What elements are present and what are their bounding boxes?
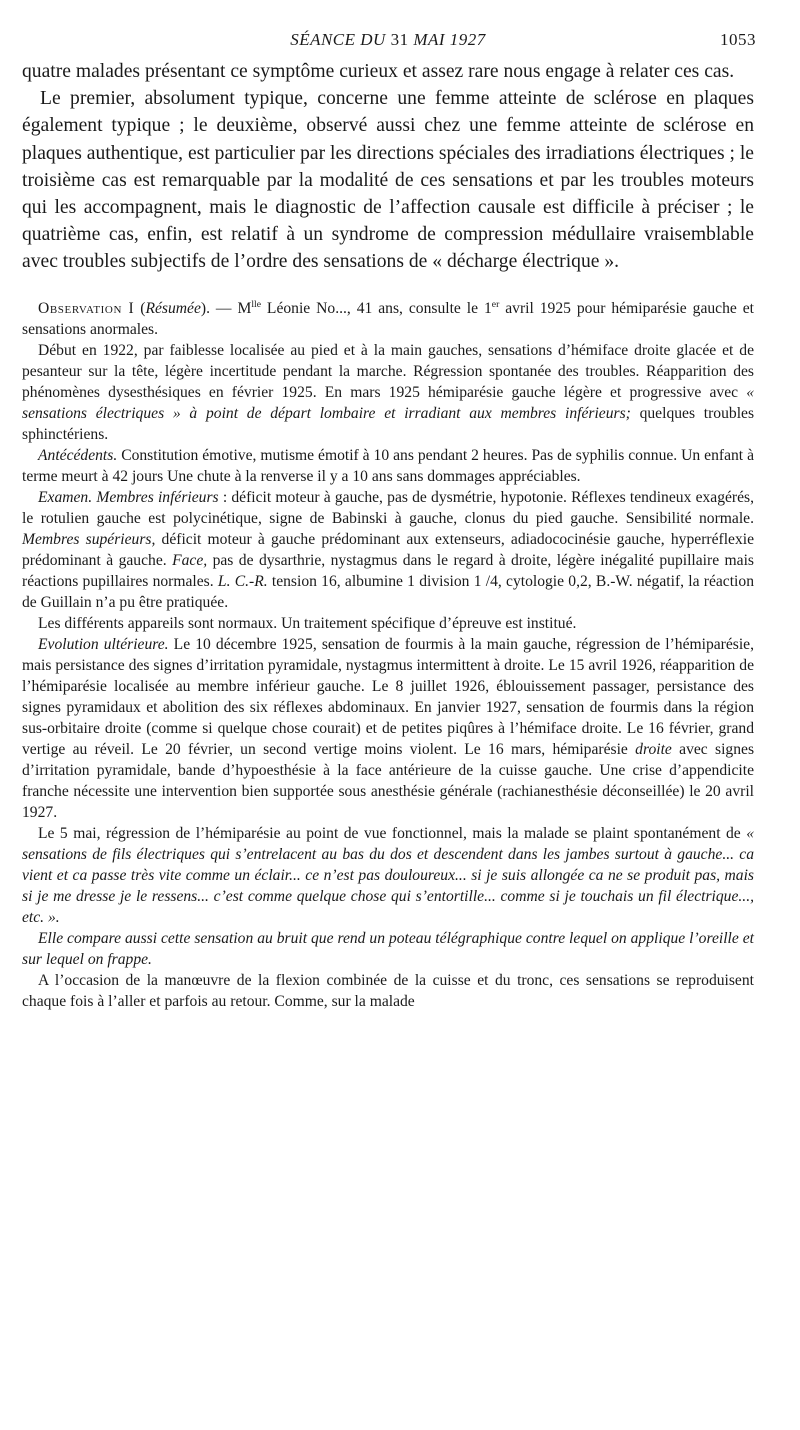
paragraph-examen	[22, 487, 754, 613]
observation-heading-text: Léonie No..., 41 ans, consulte le 1	[260, 299, 492, 317]
evolution-label: Evolution ultérieure.	[38, 635, 169, 653]
debut-text: Début en 1922, par faiblesse localisée au pied et à la main gauches, sensations d’hémiface droite glacée et de pesanteur sur la tête, légère incertitude pendant la marche. Régression spontanée des troubles. Réapparition des phénomènes dysesthésiques en février 1925. En mars 1925 hémiparésie gauche légère et progressive avec	[22, 341, 754, 401]
body-text	[22, 58, 754, 276]
antecedents-text: Constitution émotive, mutisme émotif à 10 ans pendant 2 heures. Pas de syphilis connue. Un enfant à terme meurt à 42 jours Une chute à la renverse il y a 10 ans sans dommages appréciables.	[22, 446, 754, 485]
running-title-day: 31	[390, 30, 409, 49]
antecedents-label: Antécédents.	[38, 446, 118, 464]
paragraph-antecedents	[22, 445, 754, 487]
page-number: 1053	[720, 30, 756, 49]
running-title-part: SÉANCE DU	[290, 30, 391, 49]
paragraph-appareils: Les différents appareils sont normaux. Un traitement spécifique d’épreuve est institué.	[38, 614, 577, 632]
examen-text: pas de dysarthrie, nystagmus dans le regard à droite, légère inégalité pupillaire mais réactions pupillaires normales.	[22, 551, 754, 590]
paragraph-evolution	[22, 634, 754, 823]
paragraph-occasion: A l’occasion de la manœuvre de la flexion combinée de la cuisse et du tronc, ces sensations se reproduisent chaque fois à l’aller et parfois au retour. Comme, sur la malade	[22, 971, 754, 1010]
observation-heading-sup: er	[491, 298, 500, 310]
paragraph-debut	[22, 340, 754, 445]
observation-heading-text: ). — M	[200, 299, 252, 317]
paragraph-mai	[22, 823, 754, 928]
mai-italic: « sensations de fils électriques qui s’entrelacent au bas du dos et descendent dans les jambes surtout à gauche... ca vient et ca passe très vite comme un éclair... ce n’est pas douloureux... si je suis allongée ca ne se produit pas, mais si je me dresse je le ressens... c’est comme quelque chose qui s’entortille... comme si je touchais un fil électrique..., etc. ».	[22, 824, 754, 926]
running-head	[22, 30, 754, 58]
mai-text: Le 5 mai, régression de l’hémiparésie au point de vue fonctionnel, mais la malade se plaint spontanément de	[38, 824, 747, 842]
observation-heading: Observation I (Résumée). — $M^{lle}$ Léonie No..., 41 ans, consulte le 1er avril 1925 pour hémiparésie gauche et sensations anormales.	[22, 298, 754, 338]
evolution-text: avec signes d’irritation pyramidale, bande d’hypoesthésie à la face antérieure de la cuisse gauche. Une crise d’appendicite franche nécessite une intervention bien supportée sous anesthésie générale (rachianesthésie déconseillée) le 20 avril 1927.	[22, 740, 755, 821]
observation-label: Observation I	[38, 299, 135, 317]
paragraph-elle: Elle compare aussi cette sensation au bruit que rend un poteau télégraphique contre lequel on applique l’oreille et sur lequel on frappe.	[22, 929, 754, 968]
evolution-italic: droite	[635, 740, 672, 758]
observation-section	[22, 298, 754, 1012]
running-title-part: MAI 1927	[408, 30, 486, 49]
paragraph-intro-1: quatre malades présentant ce symptôme curieux et assez rare nous engage à relater ces cas.	[22, 61, 735, 82]
examen-italic: Face,	[172, 551, 208, 569]
debut-italic: « sensations électriques » à point de départ lombaire et irradiant aux membres inférieurs;	[22, 383, 754, 422]
observation-resumee: Résumée	[145, 299, 201, 317]
examen-label: Examen. Membres inférieurs	[38, 488, 219, 506]
examen-text: déficit moteur à gauche prédominant aux extenseurs, adiadococinésie gauche, hyperréflexie prédominant à gauche.	[22, 530, 754, 569]
evolution-text: Le 10 décembre 1925, sensation de fourmis à la main gauche, régression de l’hémiparésie, mais persistance des signes d’irritation pyramidale, nystagmus intermittent à droite. Le 15 avril 1926, réapparition de l’hémiparésie localisée au membre inférieur gauche. Le 8 juillet 1926, éblouissement passager, persistance des signes pyramidaux et abolition des six réflexes abdominaux. En janvier 1927, sensation de fourmis dans la région sus-orbitaire droite (comme si quelque chose courait) et de petites piqûres à l’hémiface droite. Le 16 février, grand vertige au réveil. Le 20 février, un second vertige moins violent. Le 16 mars, hémiparésie	[22, 635, 755, 758]
observation-heading-text: avril 1925 pour hémiparésie gauche et sensations anormales.	[22, 299, 754, 338]
paragraph-intro-2: Le premier, absolument typique, concerne une femme atteinte de sclérose en plaques également typique ; le deuxième, observé aussi chez une femme atteinte de sclérose en plaques authentique, est particulier par les directions spéciales des irradiations électriques ; le troisième cas est remarquable par la modalité de ces sensations et par les troubles moteurs qui les accompagnent, mais le diagnostic de l’affection causale est difficile à préciser ; le quatrième cas, enfin, est relatif à un syndrome de compression médullaire vraisemblable avec troubles subjectifs de l’ordre des sensations de « décharge électrique ».	[22, 88, 754, 273]
examen-italic: Membres supérieurs,	[22, 530, 156, 548]
debut-text: quelques troubles sphinctériens.	[22, 404, 755, 443]
examen-text: tension 16, albumine 1 division 1 /4, cytologie 0,2, B.-W. négatif, la réaction de Guillain n’a pu être pratiquée.	[22, 572, 754, 611]
examen-italic: L. C.-R.	[217, 572, 268, 590]
examen-text: : déficit moteur à gauche, pas de dysmétrie, hypotonie. Réflexes tendineux exagérés, le rotulien gauche est polycinétique, signe de Babinski à gauche, clonus du pied gauche. Sensibilité normale.	[22, 488, 755, 527]
running-title	[22, 30, 754, 50]
observation-heading-sup: lle	[251, 298, 261, 310]
